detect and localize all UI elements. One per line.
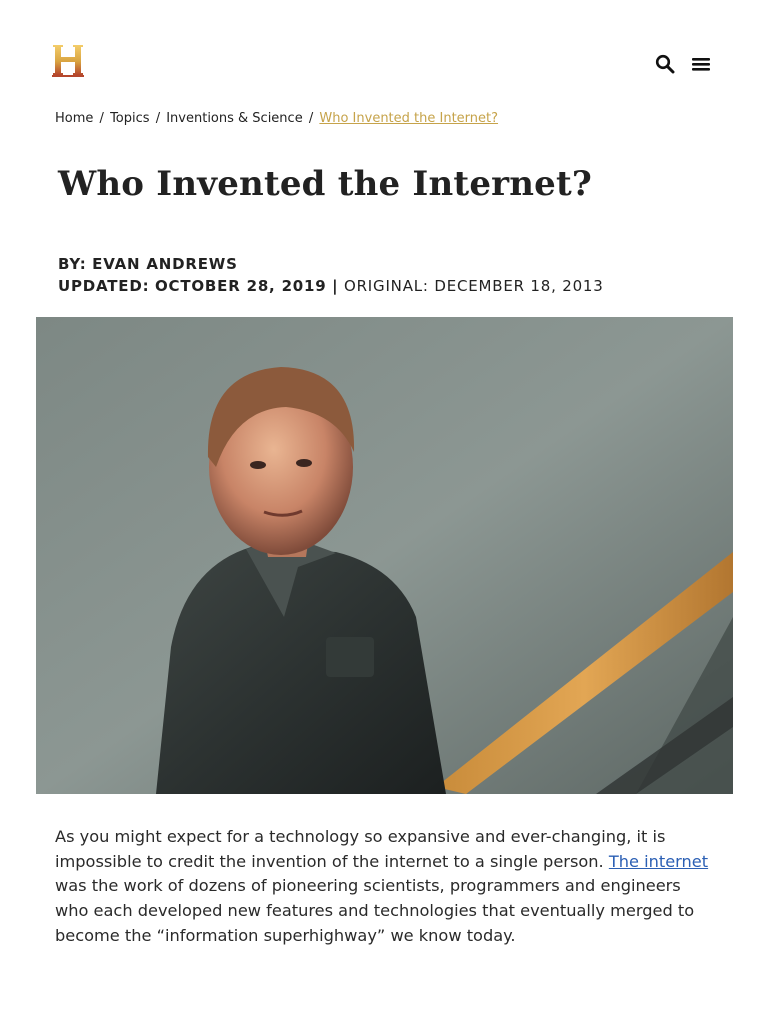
- updated-label: UPDATED:: [58, 277, 150, 295]
- author-label: BY:: [58, 255, 87, 273]
- breadcrumb-topics[interactable]: Topics: [110, 111, 150, 126]
- site-header: [0, 0, 768, 100]
- article-intro-paragraph: [55, 825, 715, 949]
- updated-date: OCTOBER 28, 2019: [154, 277, 327, 295]
- original-date: DECEMBER 18, 2013: [434, 277, 604, 295]
- breadcrumb-separator: /: [99, 111, 104, 126]
- author-name[interactable]: EVAN ANDREWS: [92, 255, 238, 273]
- breadcrumb-inventions-science[interactable]: Inventions & Science: [166, 111, 303, 126]
- original-label: ORIGINAL:: [343, 277, 429, 295]
- article-byline: [58, 253, 604, 297]
- paragraph-text-start: As you might expect for a technology so expansive and ever-changing, it is impossible to credit the invention of the internet to a single person.: [55, 827, 666, 871]
- breadcrumb-current[interactable]: Who Invented the Internet?: [319, 111, 499, 126]
- breadcrumb: [55, 111, 498, 126]
- paragraph-text-end: was the work of dozens of pioneering scientists, programmers and engineers who each developed new features and technologies that eventually merged to become the “information superhighway” we know today.: [55, 876, 695, 945]
- breadcrumb-separator: /: [308, 111, 314, 126]
- hamburger-menu-icon[interactable]: [690, 53, 712, 75]
- header-actions: [654, 52, 712, 76]
- search-icon[interactable]: [654, 53, 676, 75]
- page-title: Who Invented the Internet?: [58, 164, 593, 204]
- date-divider: |: [332, 277, 339, 295]
- date-line: [58, 275, 604, 297]
- the-internet-link[interactable]: The internet: [608, 851, 709, 871]
- breadcrumb-home[interactable]: Home: [55, 111, 94, 126]
- author-line: [58, 253, 604, 275]
- hero-illustration: [36, 317, 733, 794]
- breadcrumb-separator: /: [155, 111, 161, 126]
- history-h-logo-icon[interactable]: [50, 42, 86, 78]
- hero-image: [36, 317, 733, 794]
